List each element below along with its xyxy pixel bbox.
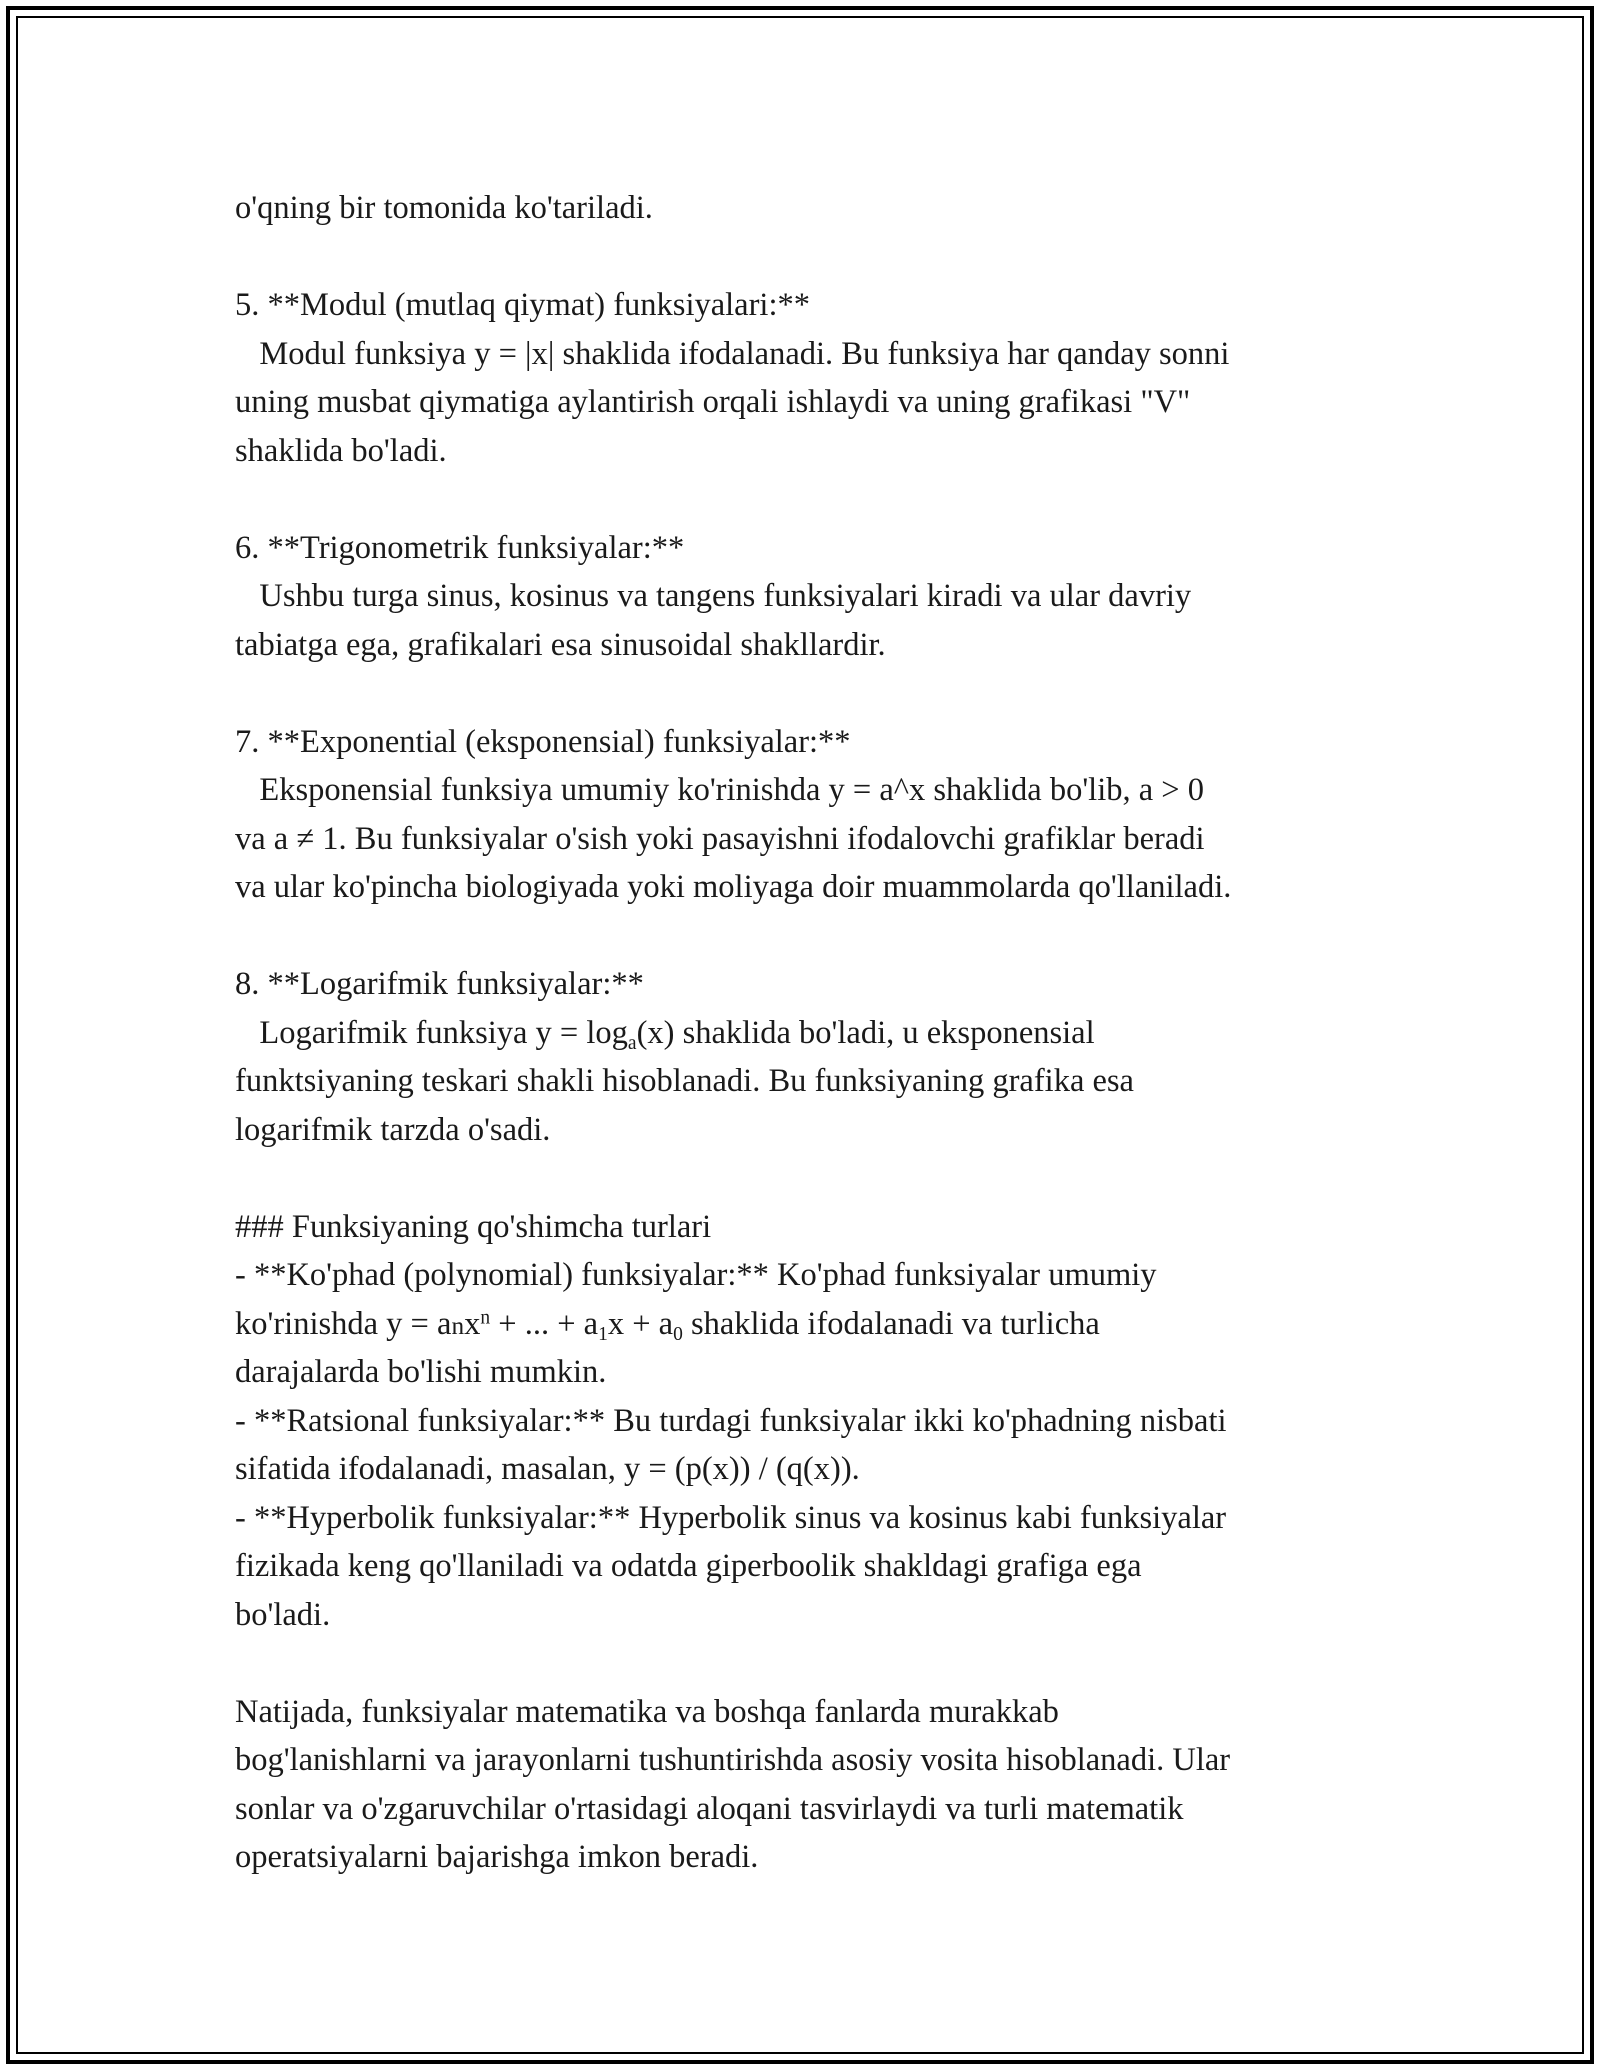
hyperbolic-line: fizikada keng qo'llaniladi va odatda giperboolik shakldagi grafiga ega [235,1548,1142,1584]
conclusion-line: bog'lanishlarni va jarayonlarni tushuntirishda asosiy vosita hisoblanadi. Ular [235,1742,1231,1778]
section-5-heading: 5. **Modul (mutlaq qiymat) funksiyalari:** [235,287,810,323]
section-6-heading: 6. **Trigonometrik funksiyalar:** [235,529,685,566]
section-8-line [235,1009,1385,1058]
paragraph-gap [235,669,1385,718]
section-7-heading: 7. **Exponential (eksponensial) funksiyalar:** [235,723,851,760]
polynomial-line: - **Ko'phad (polynomial) funksiyalar:** Ko'phad funksiyalar umumiy [235,1257,1157,1293]
polynomial-text: + ... + a [490,1305,599,1342]
polynomial-text: shaklida ifodalanadi va turlicha [682,1305,1100,1342]
section-8-line: funktsiyaning teskari shakli hisoblanadi. Bu funksiyaning grafika esa [235,1063,1134,1099]
extra-heading: ### Funksiyaning qo'shimcha turlari [235,1208,712,1245]
polynomial-variable: x [464,1305,481,1342]
paragraph-gap [235,475,1385,524]
section-5-line: shaklida bo'ladi. [235,432,447,469]
section-7-line: va ular ko'pincha biologiyada yoki moliyaga doir muammolarda qo'llaniladi. [235,869,1232,905]
polynomial-exponent: n [480,1306,491,1328]
hyperbolic-line: bo'ladi. [235,1596,331,1633]
section-8-line: logarifmik tarzda o'sadi. [235,1111,551,1148]
section-7-line: va a ≠ 1. Bu funksiyalar o'sish yoki pasayishni ifodalovchi grafiklar beradi [235,820,1205,857]
section-5-line: Modul funksiya y = |x| shaklida ifodalanadi. Bu funksiya har qanday sonni [235,335,1230,372]
section-6-line: tabiatga ega, grafikalari esa sinusoidal shakllardir. [235,626,886,663]
section-5-line: uning musbat qiymatiga aylantirish orqali ishlaydi va uning grafikasi "V" [235,384,1191,420]
document-body [235,184,1385,1882]
section-8-line-post: (x) shaklida bo'ladi, u eksponensial [636,1014,1095,1051]
conclusion-line: sonlar va o'zgaruvchilar o'rtasidagi aloqani tasvirlaydi va turli matematik [235,1790,1184,1827]
hyperbolic-line: - **Hyperbolik funksiyalar:** Hyperbolik sinus va kosinus kabi funksiyalar [235,1499,1227,1536]
polynomial-formula-line [235,1300,1385,1349]
section-8-heading: 8. **Logarifmik funksiyalar:** [235,966,644,1002]
paragraph-gap [235,233,1385,282]
section-7-line: Eksponensial funksiya umumiy ko'rinishda y = a^x shaklida bo'lib, a > 0 [235,772,1204,808]
conclusion-line: Natijada, funksiyalar matematika va boshqa fanlarda murakkab [235,1693,1059,1730]
paragraph-gap [235,1154,1385,1203]
polynomial-line: darajalarda bo'lishi mumkin. [235,1354,607,1390]
section-8-line-pre: Logarifmik funksiya y = log [235,1014,628,1051]
conclusion-line: operatsiyalarni bajarishga imkon beradi. [235,1839,759,1875]
paragraph-gap [235,1639,1385,1688]
polynomial-text: x + a [607,1305,674,1342]
polynomial-subscript-1: 1 [598,1323,608,1345]
rational-line: sifatida ifodalanadi, masalan, y = (p(x)) / (q(x)). [235,1451,860,1487]
polynomial-text: ko'rinishda y = a [235,1305,452,1342]
polynomial-subscript-0: 0 [673,1323,683,1345]
rational-line: - **Ratsional funksiyalar:** Bu turdagi funksiyalar ikki ko'phadning nisbati [235,1402,1227,1439]
intro-line: o'qning bir tomonida ko'tariladi. [235,190,653,226]
section-6-line: Ushbu turga sinus, kosinus va tangens funksiyalari kiradi va ular davriy [235,578,1192,614]
polynomial-index-n: n [451,1311,465,1340]
paragraph-gap [235,912,1385,961]
log-base-subscript: a [627,1032,637,1054]
